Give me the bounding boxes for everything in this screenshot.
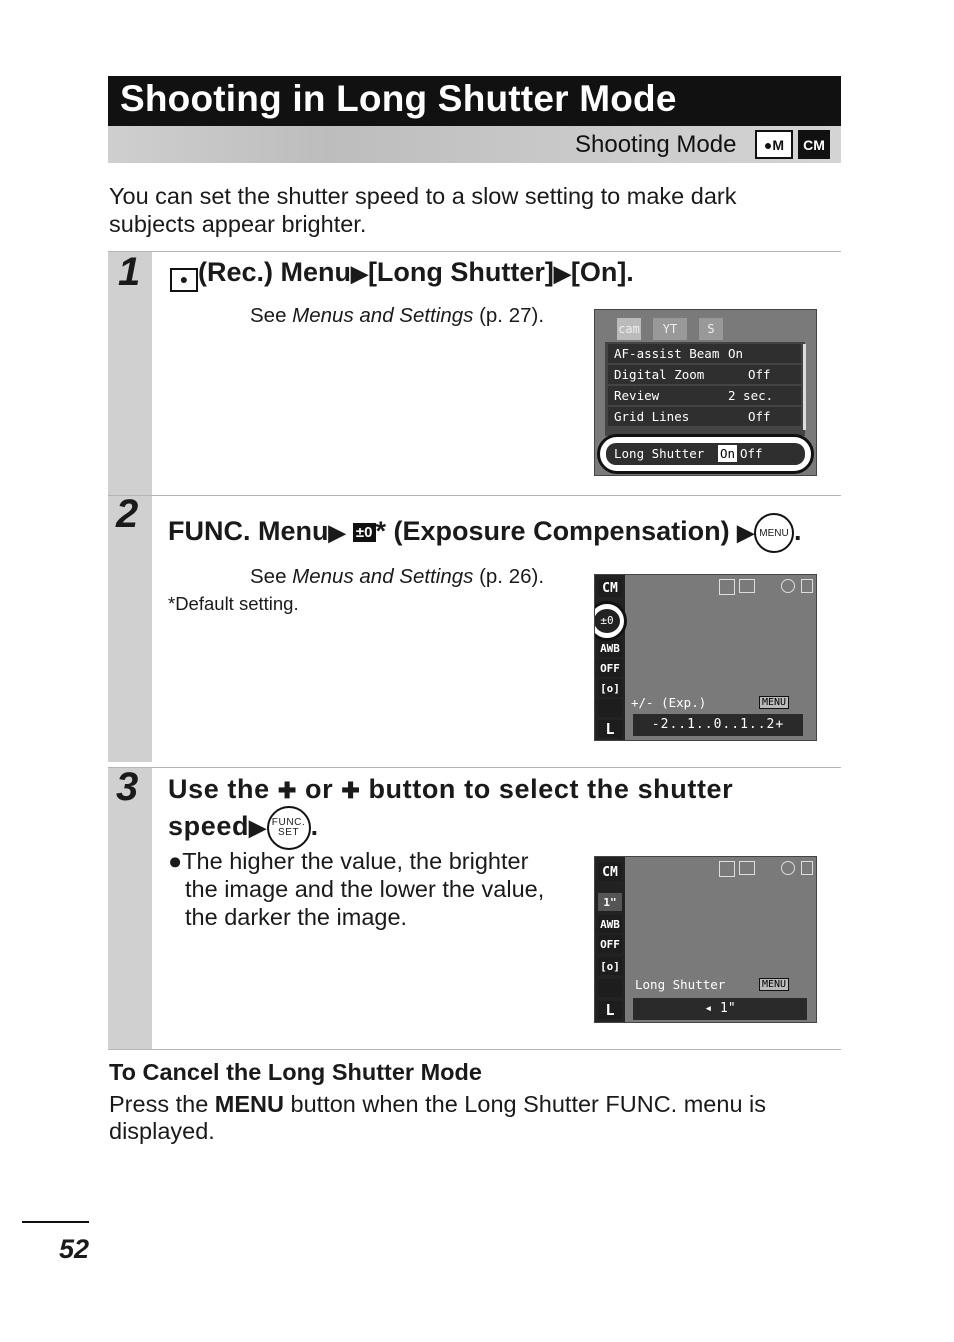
arrow-right-icon: ▶ (737, 520, 755, 546)
step3-heading-line2: speed▶ FUNC. SET . (168, 806, 319, 850)
divider (108, 767, 841, 768)
on-option: On (720, 446, 736, 461)
bullet-icon: ● (168, 848, 183, 874)
menu-label: MENU (759, 696, 789, 709)
step2-heading: FUNC. Menu▶ ±0 * (Exposure Compensation) ▶ MENU . (168, 513, 802, 553)
highlight-ring (597, 434, 814, 474)
divider (108, 1049, 841, 1050)
menu-row-label: Long Shutter (614, 446, 705, 461)
menu-row: AF-assist Beam On (608, 344, 801, 363)
exposure-scale: -2..1..0..1..2+ (633, 714, 803, 736)
iso-icon (719, 579, 735, 595)
scrollbar (803, 344, 806, 430)
step3-bullet: ●The higher the value, the brighter the image and the lower the value, the darker the image. (168, 848, 545, 930)
right-button-icon: ✚ (341, 778, 361, 803)
off-option: Off (740, 446, 763, 461)
selected-exposure: ±0 (594, 609, 620, 633)
my-colors-icon: OFF (598, 935, 622, 953)
battery-icon (801, 861, 813, 875)
menu-button-icon: MENU (754, 513, 794, 553)
step3-heading-line1: Use the ✚ or ✚ button to select the shutter (168, 774, 734, 804)
camera-m-mode-icon: ● M (755, 130, 793, 159)
step1-reference: See Menus and Settings (p. 27). (250, 304, 545, 327)
footnote: *Default setting. (168, 593, 299, 614)
camera-screen-long-shutter (594, 856, 817, 1023)
iso-icon (719, 861, 735, 877)
step1-heading: ● (Rec.) Menu▶[Long Shutter]▶[On]. (170, 257, 634, 292)
arrow-right-icon: ▶ (328, 520, 346, 546)
resolution-icon: L (598, 1001, 622, 1019)
my-colors-icon: OFF (598, 659, 622, 677)
compression-icon (598, 699, 622, 717)
rec-menu-icon: ● (170, 268, 198, 292)
shooting-mode-label: Shooting Mode (575, 131, 737, 158)
cancel-text: Press the MENU button when the Long Shutter FUNC. menu is (109, 1091, 767, 1117)
cancel-text-line2: displayed. (109, 1118, 215, 1144)
intro-paragraph: You can set the shutter speed to a slow setting to make dark subjects appear brighter. (109, 183, 737, 237)
arrow-right-icon: ▶ (553, 261, 571, 286)
mode-icon: CM (598, 579, 622, 597)
cm-mode-icon: CM (798, 130, 830, 159)
menu-row: Review 2 sec. (608, 386, 801, 405)
camera-screen-rec-menu (594, 309, 817, 476)
step-number: 3 (116, 765, 139, 809)
page-number-rule (22, 1221, 89, 1223)
step-sidebar (108, 768, 152, 1049)
metering-icon: [o] (598, 679, 622, 697)
shutter-speed-value: ◂ 1" (633, 998, 807, 1020)
func-set-button-icon: FUNC. SET (267, 806, 311, 850)
frame-icon (739, 579, 755, 593)
menu-row: Digital Zoom Off (608, 365, 801, 384)
metering-icon: [o] (598, 957, 622, 975)
mode-icon: CM (598, 863, 622, 881)
divider (108, 495, 841, 496)
step2-reference: See Menus and Settings (p. 26). (250, 565, 545, 588)
screen-caption: +/- (Exp.) (631, 695, 707, 710)
frame-icon (739, 861, 755, 875)
camera-screen-exposure (594, 574, 817, 741)
my-settings-tab-icon: S (699, 318, 723, 340)
exposure-icon: ±0 (353, 523, 376, 542)
battery-icon (801, 579, 813, 593)
step-number: 1 (118, 250, 141, 294)
step-number: 2 (116, 492, 139, 536)
arrow-right-icon: ▶ (351, 261, 368, 286)
menu-label: MENU (759, 978, 789, 991)
cancel-heading: To Cancel the Long Shutter Mode (109, 1059, 482, 1085)
setup-tab-icon: YT (653, 318, 687, 340)
screen-caption: Long Shutter (635, 977, 726, 992)
resolution-icon: L (598, 720, 622, 738)
menu-row: Grid Lines Off (608, 407, 801, 426)
stabilizer-icon (781, 579, 795, 593)
compression-icon (598, 979, 622, 997)
arrow-right-icon: ▶ (249, 815, 267, 841)
left-button-icon: ✚ (277, 778, 297, 803)
stabilizer-icon (781, 861, 795, 875)
divider (108, 251, 841, 252)
shutter-value-icon: 1" (598, 893, 622, 911)
page-title: Shooting in Long Shutter Mode (120, 78, 677, 119)
camera-tab-icon: cam (617, 318, 641, 340)
white-balance-icon: AWB (598, 639, 622, 657)
page-number: 52 (59, 1234, 90, 1264)
white-balance-icon: AWB (598, 915, 622, 933)
